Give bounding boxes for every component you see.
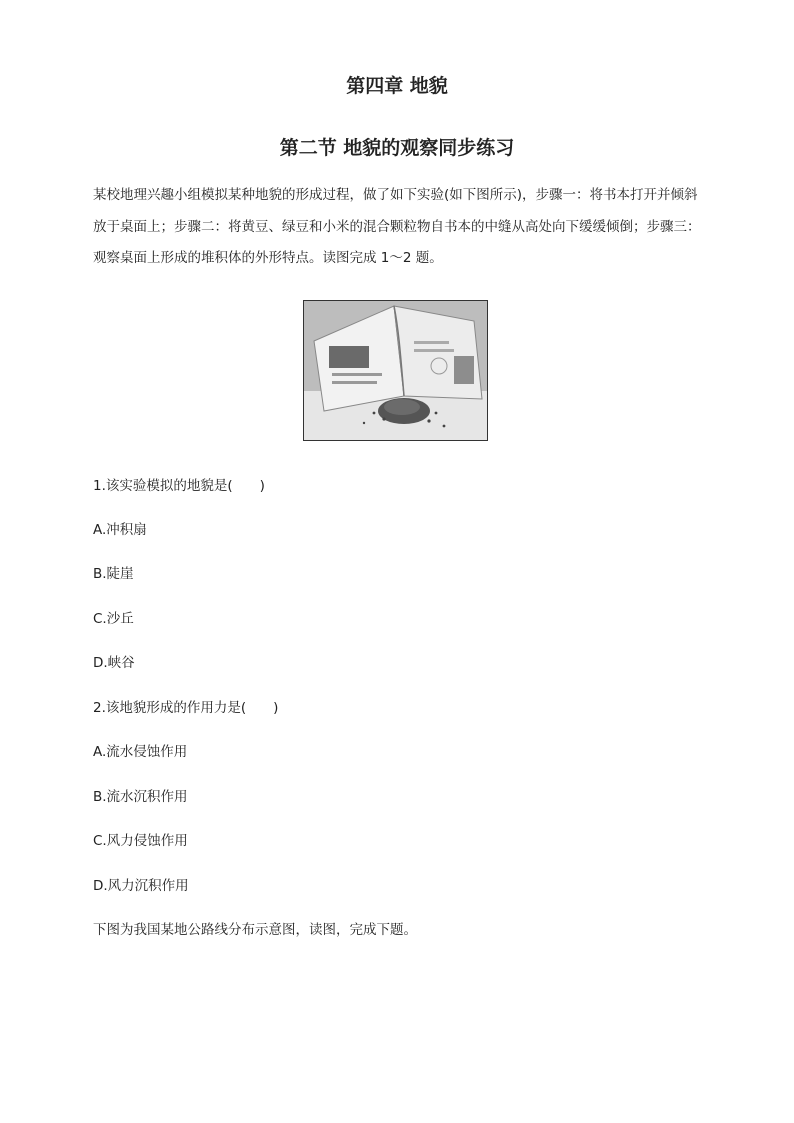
intro-paragraph: 某校地理兴趣小组模拟某种地貌的形成过程，做了如下实验(如下图所示)，步骤一：将书本打开并倾斜放于桌面上；步骤二：将黄豆、绿豆和小米的混合颗粒物自书本的中缝从高处向下缓缓倾倒；步骤三：观察桌面上形成的堆积体的外形特点。读图完成 1～2 题。 xyxy=(93,187,701,266)
section-title: 第二节 地貌的观察同步练习 xyxy=(279,137,515,159)
question-2-option-d: D.风力沉积作用 xyxy=(93,878,189,894)
question-1-option-c: C.沙丘 xyxy=(93,611,134,627)
question-2-option-c: C.风力侵蚀作用 xyxy=(93,833,188,849)
question-1-option-b: B.陡崖 xyxy=(93,566,134,582)
question-1-stem: 1.该实验模拟的地貌是( ) xyxy=(93,478,265,494)
question-2-option-a: A.流水侵蚀作用 xyxy=(93,744,188,760)
chapter-title: 第四章 地貌 xyxy=(346,75,448,97)
question-2-option-b: B.流水沉积作用 xyxy=(93,789,188,805)
next-question-intro: 下图为我国某地公路线分布示意图，读图，完成下题。 xyxy=(93,922,417,938)
experiment-photo xyxy=(303,300,488,441)
question-1-option-d: D.峡谷 xyxy=(93,655,135,671)
question-2-stem: 2.该地貌形成的作用力是( ) xyxy=(93,700,279,716)
book-and-grains-illustration xyxy=(304,301,488,441)
question-1-option-a: A.冲积扇 xyxy=(93,522,147,538)
